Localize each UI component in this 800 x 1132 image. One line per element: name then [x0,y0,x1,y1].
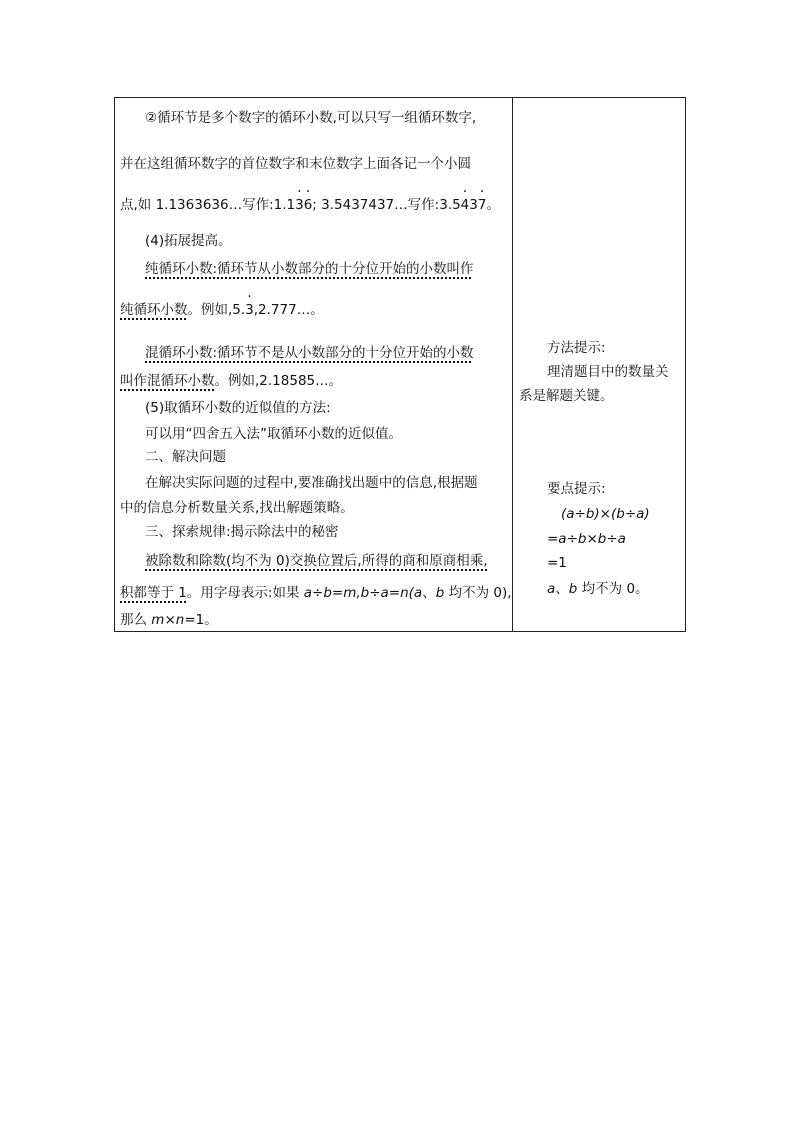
text-line-13: 中的信息分析数量关系,找出解题策略。 [120,500,354,516]
definition-term: 纯循环小数 [120,302,188,318]
key-tip-title: 要点提示: [547,481,606,497]
text-line-8: 叫作混循环小数。例如,2.18585…。 [120,373,343,389]
method-tip-line-2: 系是解题关键。 [519,388,614,404]
key-formula-2: =a÷b×b÷a [547,531,626,547]
text-line-12: 在解决实际问题的过程中,要准确找出题中的信息,根据题 [145,475,478,491]
section-heading-rules: 三、探索规律:揭示除法中的秘密 [145,524,339,540]
content-table [114,97,686,632]
text-line-5 [145,260,474,278]
text-line-1: ②循环节是多个数字的循环小数,可以只写一组循环数字, [145,110,477,126]
method-tip-title: 方法提示: [547,340,606,356]
text-line-10: 可以用“四舍五入法”取循环小数的近似值。 [145,426,402,442]
formula: a÷b=m,b÷a=n(a [303,585,423,601]
text-line-4: (4)拓展提高。 [145,233,232,249]
text-line-3: 点,如 1.1363636…写作:1.1· 3· 6; 3.5437437…写作:3.5· 43· 7。 [120,196,500,214]
section-heading-solve: 二、解决问题 [145,449,226,465]
key-formula-1: (a÷b)×(b÷a) [561,506,650,522]
repeat-digit: · 7 [478,196,487,214]
repeat-digit: · 3 [295,196,304,214]
key-formula-3: =1 [547,555,567,571]
repeat-digit: · 6 [304,196,313,214]
text-line-2: 并在这组循环数字的首位数字和末位数字上面各记一个小圆 [120,156,471,172]
repeat-digit: · 3 [245,301,254,319]
text-line-15 [145,552,488,570]
definition-term: 纯循环小数:循环节从小数部分的十分位开始的小数叫作 [145,261,474,277]
repeat-digit: · 4 [461,196,470,214]
column-divider [512,98,513,631]
text-line-7 [145,344,474,362]
definition-term: 被除数和除数(均不为 0)交换位置后,所得的商和原商相乘, [145,553,488,569]
text-line-6: 纯循环小数。例如,5.· 3,2.777…。 [120,301,324,319]
key-tip-note: a、b 均不为 0。 [547,581,649,597]
definition-term: 叫作混循环小数 [120,373,215,389]
definition-term: 混循环小数:循环节不是从小数部分的十分位开始的小数 [145,345,474,361]
text-line-16: 积都等于 1。用字母表示:如果 a÷b=m,b÷a=n(a、b 均不为 0), [120,585,512,601]
method-tip-line-1: 理清题目中的数量关 [547,364,669,380]
text-line-9: (5)取循环小数的近似值的方法: [145,400,331,416]
definition-term: 积都等于 1 [120,585,187,601]
text-line-17: 那么 m×n=1。 [120,612,218,628]
formula: m×n [151,612,185,628]
